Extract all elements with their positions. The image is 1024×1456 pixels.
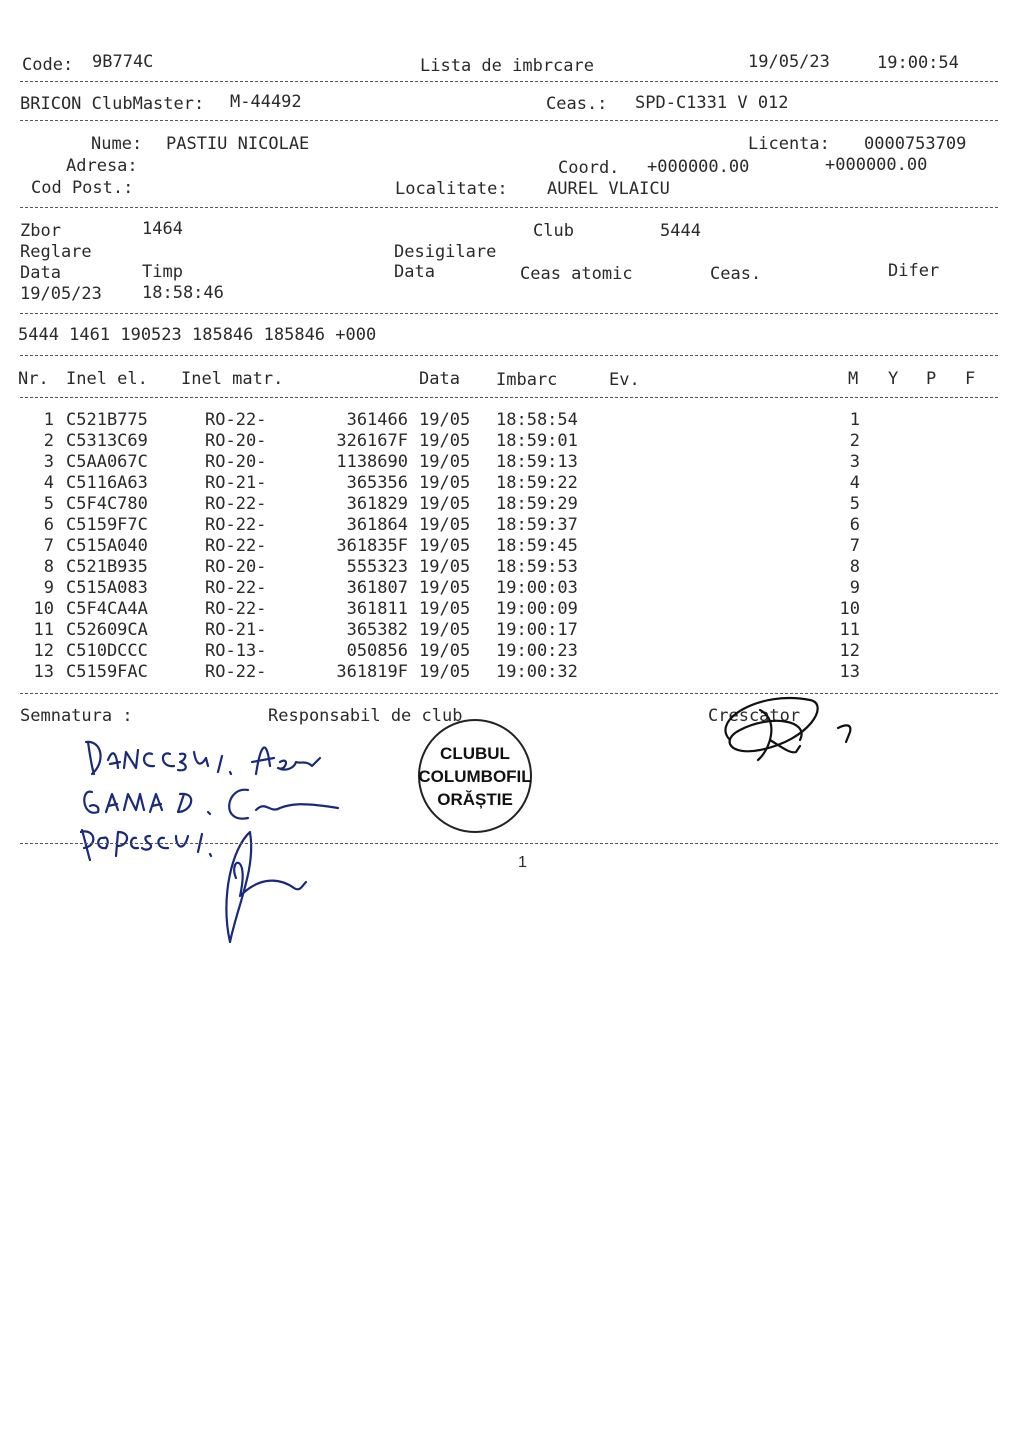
coord-2: +000000.00 [825, 155, 928, 175]
cell-date: 19/05 [419, 620, 471, 640]
cell-date: 19/05 [419, 494, 471, 514]
crescator-label: Crescator [708, 706, 801, 726]
cell-prefix: RO-20- [205, 431, 267, 451]
cell-inel-matr: 050856 [346, 641, 408, 661]
desigilare-label: Desigilare [394, 242, 497, 262]
coord-label: Coord. [558, 158, 620, 178]
cell-inel-el: C5159FAC [66, 662, 148, 682]
table-row [0, 662, 1024, 683]
table-row [0, 641, 1024, 662]
cell-prefix: RO-20- [205, 557, 267, 577]
cell-inel-matr: 361811 [346, 599, 408, 619]
col-data: Data [419, 369, 460, 389]
ceas-label: Ceas.: [546, 94, 608, 114]
cell-inel-matr: 365356 [346, 473, 408, 493]
club-label: Club [533, 221, 574, 241]
reglare-timp-label: Timp [142, 262, 183, 282]
reglare-label: Reglare [20, 242, 92, 262]
table-row [0, 431, 1024, 452]
localitate-value: AUREL VLAICU [547, 179, 670, 199]
cell-inel-el: C5AA067C [66, 452, 148, 472]
cell-inel-matr: 326167F [336, 431, 408, 451]
cell-time: 18:58:54 [496, 410, 578, 430]
cell-date: 19/05 [419, 452, 471, 472]
cell-prefix: RO-13- [205, 641, 267, 661]
col-y: Y [888, 369, 899, 389]
cell-time: 18:59:13 [496, 452, 578, 472]
cell-time: 19:00:17 [496, 620, 578, 640]
cell-inel-matr: 361819F [336, 662, 408, 682]
cell-nr: 8 [43, 557, 54, 577]
cell-prefix: RO-22- [205, 410, 267, 430]
cell-m: 6 [849, 515, 860, 535]
cell-prefix: RO-22- [205, 662, 267, 682]
cell-time: 18:59:22 [496, 473, 578, 493]
page-number: 1 [518, 854, 527, 871]
col-imbarc: Imbarc [496, 370, 558, 390]
cell-inel-matr: 1138690 [336, 452, 408, 472]
divider [20, 81, 998, 82]
stamp-line-2: COLUMBOFIL [418, 766, 532, 786]
cell-inel-el: C5116A63 [66, 473, 148, 493]
club-value: 5444 [660, 221, 701, 241]
responsabil-label: Responsabil de club [268, 706, 463, 726]
cell-nr: 13 [33, 662, 54, 682]
cell-inel-matr: 555323 [346, 557, 408, 577]
stamp-line-1: CLUBUL [440, 743, 510, 763]
ceas-col-label: Ceas. [710, 264, 762, 284]
cell-time: 18:59:53 [496, 557, 578, 577]
cell-date: 19/05 [419, 431, 471, 451]
cell-date: 19/05 [419, 473, 471, 493]
cell-inel-el: C515A040 [66, 536, 148, 556]
cell-inel-matr: 361466 [346, 410, 408, 430]
cell-date: 19/05 [419, 578, 471, 598]
cell-m: 8 [849, 557, 860, 577]
cell-m: 12 [839, 641, 860, 661]
cell-inel-el: C5313C69 [66, 431, 148, 451]
cell-time: 18:59:37 [496, 515, 578, 535]
cell-prefix: RO-21- [205, 473, 267, 493]
cell-time: 19:00:09 [496, 599, 578, 619]
cell-nr: 10 [33, 599, 54, 619]
table-row [0, 494, 1024, 515]
cell-nr: 5 [43, 494, 54, 514]
clubmaster-label: BRICON ClubMaster: [20, 94, 205, 114]
cell-inel-matr: 365382 [346, 620, 408, 640]
adresa-label: Adresa: [66, 156, 138, 176]
reglare-data-label: Data [20, 263, 61, 283]
col-inel-matr: Inel matr. [181, 369, 284, 389]
table-row [0, 515, 1024, 536]
cell-prefix: RO-22- [205, 578, 267, 598]
cell-inel-el: C52609CA [66, 620, 148, 640]
divider [20, 207, 998, 208]
cell-date: 19/05 [419, 536, 471, 556]
localitate-label: Localitate: [395, 179, 508, 199]
cell-nr: 1 [43, 410, 54, 430]
club-stamp [418, 719, 532, 833]
semnatura-label: Semnatura : [20, 706, 133, 726]
table-row [0, 452, 1024, 473]
cell-m: 13 [839, 662, 860, 682]
col-inel-el: Inel el. [66, 369, 148, 389]
reglare-data-value: 19/05/23 [20, 284, 102, 304]
cell-m: 11 [839, 620, 860, 640]
cell-m: 3 [849, 452, 860, 472]
crescator-signature [700, 680, 870, 770]
cell-m: 2 [849, 431, 860, 451]
cell-inel-el: C5F4C780 [66, 494, 148, 514]
cell-m: 7 [849, 536, 860, 556]
cell-nr: 7 [43, 536, 54, 556]
cell-m: 1 [849, 410, 860, 430]
cell-nr: 4 [43, 473, 54, 493]
cell-m: 5 [849, 494, 860, 514]
cell-nr: 6 [43, 515, 54, 535]
cell-inel-el: C5159F7C [66, 515, 148, 535]
cell-inel-el: C510DCCC [66, 641, 148, 661]
licenta-label: Licenta: [748, 134, 830, 154]
cell-time: 18:59:45 [496, 536, 578, 556]
table-row [0, 557, 1024, 578]
zbor-value: 1464 [142, 219, 183, 239]
cell-time: 18:59:29 [496, 494, 578, 514]
cell-date: 19/05 [419, 410, 471, 430]
licenta-value: 0000753709 [864, 134, 967, 154]
divider [20, 313, 998, 314]
stamp-line-3: ORĂȘTIE [437, 789, 513, 809]
signature-names-text: DANCESCU L. [80, 728, 87, 729]
difer-label: Difer [888, 261, 940, 281]
table-row [0, 410, 1024, 431]
col-f: F [965, 369, 976, 389]
divider [20, 397, 998, 398]
cell-inel-matr: 361829 [346, 494, 408, 514]
document-title: Lista de imbrcare [420, 56, 594, 76]
cell-inel-el: C5F4CA4A [66, 599, 148, 619]
print-date: 19/05/23 [748, 52, 830, 72]
cod-post-label: Cod Post.: [31, 178, 134, 198]
table-row [0, 473, 1024, 494]
zbor-label: Zbor [20, 221, 61, 241]
cell-date: 19/05 [419, 515, 471, 535]
cell-inel-matr: 361864 [346, 515, 408, 535]
clubmaster-value: M-44492 [230, 92, 302, 112]
cell-inel-el: C521B935 [66, 557, 148, 577]
col-nr: Nr. [18, 369, 49, 389]
cell-time: 19:00:03 [496, 578, 578, 598]
cell-nr: 12 [33, 641, 54, 661]
divider [20, 843, 998, 844]
cell-m: 9 [849, 578, 860, 598]
table-row [0, 536, 1024, 557]
print-time: 19:00:54 [877, 53, 959, 73]
cell-date: 19/05 [419, 599, 471, 619]
col-ev: Ev. [609, 370, 640, 390]
cell-inel-el: C521B775 [66, 410, 148, 430]
cell-time: 19:00:32 [496, 662, 578, 682]
cell-prefix: RO-21- [205, 620, 267, 640]
ceas-atomic-label: Ceas atomic [520, 264, 633, 284]
desigilare-data-label: Data [394, 262, 435, 282]
cell-m: 4 [849, 473, 860, 493]
cell-date: 19/05 [419, 557, 471, 577]
cell-date: 19/05 [419, 641, 471, 661]
ceas-value: SPD-C1331 V 012 [635, 93, 789, 113]
flight-summary-line: 5444 1461 190523 185846 185846 +000 [18, 325, 377, 345]
cell-inel-matr: 361807 [346, 578, 408, 598]
col-m: M [848, 369, 859, 389]
code-label: Code: [22, 55, 74, 75]
divider [20, 120, 998, 121]
cell-prefix: RO-22- [205, 515, 267, 535]
cell-prefix: RO-20- [205, 452, 267, 472]
cell-nr: 9 [43, 578, 54, 598]
coord-1: +000000.00 [647, 157, 750, 177]
reglare-timp-value: 18:58:46 [142, 283, 224, 303]
nume-value: PASTIU NICOLAE [166, 134, 310, 154]
table-row [0, 578, 1024, 599]
cell-prefix: RO-22- [205, 536, 267, 556]
cell-inel-el: C515A083 [66, 578, 148, 598]
cell-time: 18:59:01 [496, 431, 578, 451]
cell-prefix: RO-22- [205, 494, 267, 514]
table-row [0, 620, 1024, 641]
cell-m: 10 [839, 599, 860, 619]
cell-nr: 2 [43, 431, 54, 451]
col-p: P [926, 369, 937, 389]
cell-nr: 11 [33, 620, 54, 640]
cell-time: 19:00:23 [496, 641, 578, 661]
code-value: 9B774C [92, 52, 154, 72]
table-row [0, 599, 1024, 620]
nume-label: Nume: [91, 134, 143, 154]
cell-inel-matr: 361835F [336, 536, 408, 556]
cell-nr: 3 [43, 452, 54, 472]
divider [20, 355, 998, 356]
cell-date: 19/05 [419, 662, 471, 682]
cell-prefix: RO-22- [205, 599, 267, 619]
